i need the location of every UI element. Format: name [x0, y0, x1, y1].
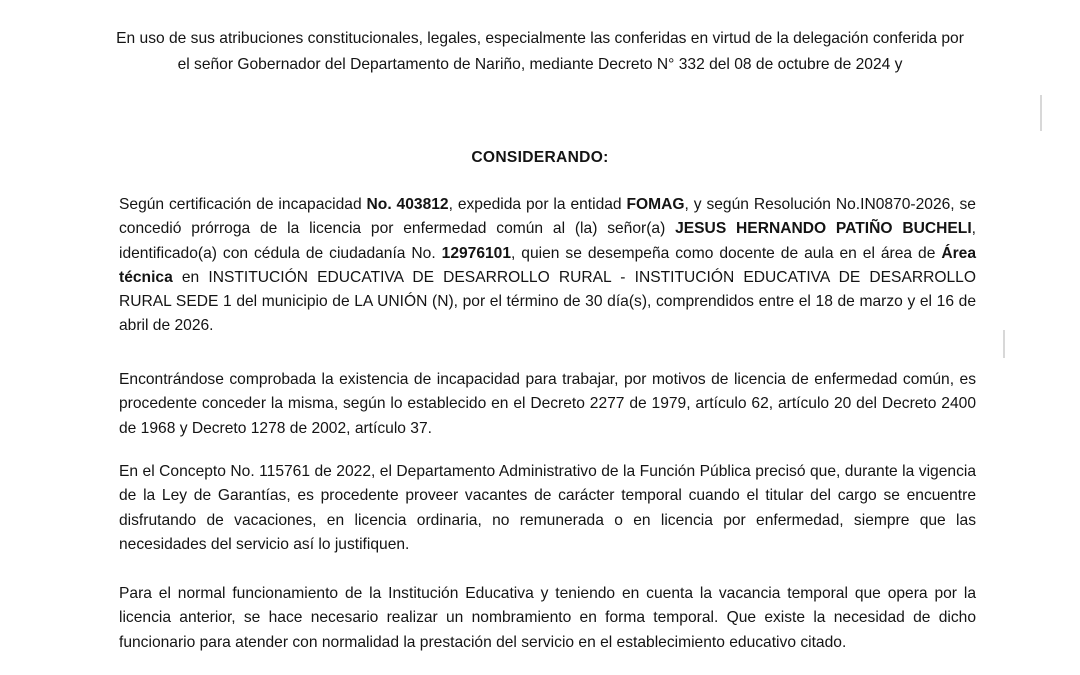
paragraph-text: Según certificación de incapacidad: [119, 196, 367, 213]
paragraph-text: , y según Resolución No.IN0870-2026, se concedió prórroga de la licencia por enfermedad común al (la) señor(a): [119, 196, 976, 238]
paragraph-text: en INSTITUCIÓN EDUCATIVA DE DESARROLLO RURAL - INSTITUCIÓN EDUCATIVA DE DESARROLLO RURAL SEDE 1 del municipio de LA UNIÓN (N), por el término de 30 día(s), comprendidos entre el 18 de marzo y el 16 de abril de 2026.: [119, 268, 976, 335]
paragraph-text: , expedida por la entidad: [448, 196, 627, 213]
paragraph-text: , quien se desempeña como docente de aula en el área de: [511, 244, 942, 262]
scan-artifact: [1040, 95, 1042, 131]
section-heading: CONSIDERANDO:: [471, 149, 609, 166]
person-name: JESUS HERNANDO PATIÑO BUCHELI: [675, 220, 972, 238]
paragraph-text: , identificado(a) con cédula de ciudadanía No.: [119, 220, 976, 262]
id-number: 12976101: [441, 244, 512, 262]
scan-artifact: [1003, 330, 1005, 358]
certificate-number: No. 403812: [366, 196, 449, 213]
paragraph-legal-basis: Encontrándose comprobada la existencia de incapacidad para trabajar, por motivos de licencia de enfermedad común, es procedente conceder la misma, según lo establecido en el Decreto 2277 de 1979, artículo 62, artículo 20 del Decreto 2400 de 1968 y Decreto 1278 de 2002, artículo 37.: [119, 371, 976, 437]
paragraph-incapacity-certificate: [119, 193, 976, 339]
paragraph-temporary-appointment: Para el normal funcionamiento de la Institución Educativa y teniendo en cuenta la vacancia temporal que opera por la licencia anterior, se hace necesario realizar un nombramiento en forma temporal. Que existe la necesidad de dicho funcionario para atender con normalidad la prestación del servicio en el establecimiento educativo citado.: [119, 585, 976, 651]
entity-name: FOMAG: [626, 196, 685, 213]
intro-paragraph: En uso de sus atribuciones constitucionales, legales, especialmente las conferidas en virtud de la delegación conferida por el señor Gobernador del Departamento de Nariño, mediante Decreto N° 332 del 08 de octubre de 2024 y: [116, 30, 964, 73]
work-area: Área técnica: [119, 244, 977, 286]
paragraph-concept: En el Concepto No. 115761 de 2022, el Departamento Administrativo de la Función Pública precisó que, durante la vigencia de la Ley de Garantías, es procedente proveer vacantes de carácter temporal cuando el titular del cargo se encuentre disfrutando de vacaciones, en licencia ordinaria, no remunerada o en licencia por enfermedad, siempre que las necesidades del servicio así lo justifiquen.: [119, 463, 976, 553]
